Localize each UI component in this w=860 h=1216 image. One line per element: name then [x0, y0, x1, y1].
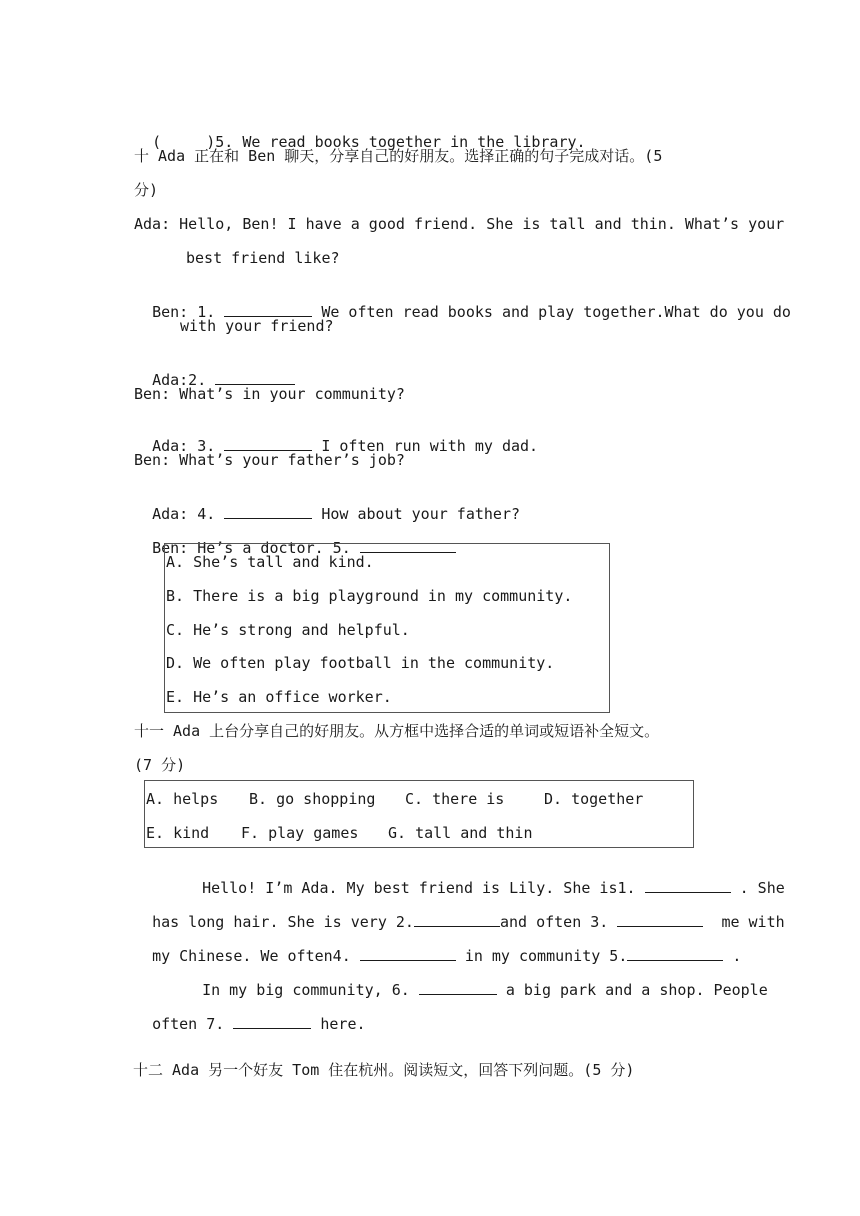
passage-text: has long hair. She is very 2.: [152, 913, 414, 931]
word-a: A. helps: [146, 790, 219, 808]
passage-blank-6[interactable]: [419, 980, 497, 995]
speaker-prefix: Ben: 1.: [152, 303, 216, 321]
speaker-prefix: Ada: 4.: [152, 505, 216, 523]
passage-blank-7[interactable]: [233, 1014, 311, 1029]
option-d: D. We often play football in the community.: [166, 654, 555, 672]
dialog-ada-1-cont: best friend like?: [186, 249, 340, 267]
answer-blank-4[interactable]: [224, 504, 312, 519]
word-b: B. go shopping: [249, 790, 376, 808]
answer-blank-1[interactable]: [224, 302, 312, 317]
item-text: 5. We read books together in the library.: [215, 133, 586, 151]
answer-blank-3[interactable]: [224, 436, 312, 451]
passage-blank-5[interactable]: [627, 946, 723, 961]
section11-heading: 十一 Ada 上台分享自己的好朋友。从方框中选择合适的单词或短语补全短文。: [134, 722, 660, 740]
dialog-ben-2: Ben: What’s in your community?: [134, 385, 405, 403]
option-c: C. He’s strong and helpful.: [166, 621, 410, 639]
section12-heading: 十二 Ada 另一个好友 Tom 住在杭州。阅读短文，回答下列问题。(5 分): [133, 1061, 635, 1079]
section10-heading: 十 Ada 正在和 Ben 聊天，分享自己的好朋友。选择正确的句子完成对话。(5: [134, 147, 663, 165]
dialog-text: I often run with my dad.: [321, 437, 539, 455]
passage-blank-4[interactable]: [360, 946, 456, 961]
speaker-prefix: Ada: 3.: [152, 437, 216, 455]
passage-text: here.: [320, 1015, 366, 1033]
dialog-ben-3: Ben: What’s your father’s job?: [134, 451, 405, 469]
option-e: E. He’s an office worker.: [166, 688, 392, 706]
passage-text: a big park and a shop. People: [505, 981, 768, 999]
passage-text: .: [732, 947, 742, 965]
passage-text: Hello! I’m Ada. My best friend is Lily. She is1.: [202, 879, 636, 897]
passage-text: and often 3.: [499, 913, 609, 931]
passage-text: often 7.: [152, 1015, 225, 1033]
passage-blank-2[interactable]: [414, 912, 500, 927]
passage-text: . She: [739, 879, 785, 897]
speaker-prefix: Ada:2.: [152, 371, 207, 389]
speaker-prefix: Ben: He’s a doctor. 5.: [152, 539, 351, 557]
option-a: A. She’s tall and kind.: [166, 553, 374, 571]
dialog-ada-1: Ada: Hello, Ben! I have a good friend. She is tall and thin. What’s your: [134, 215, 785, 233]
word-c: C. there is: [405, 790, 505, 808]
section11-heading-cont: (7 分): [134, 756, 186, 774]
dialog-text: We often read books and play together.What do you do: [321, 303, 791, 321]
passage-text: my Chinese. We often4.: [152, 947, 351, 965]
passage-text: in my community 5.: [464, 947, 628, 965]
dialog-text: How about your father?: [321, 505, 521, 523]
passage-text: me with: [721, 913, 785, 931]
word-g: G. tall and thin: [388, 824, 533, 842]
section10-heading-cont: 分): [134, 181, 159, 199]
passage-blank-3[interactable]: [617, 912, 703, 927]
word-e: E. kind: [146, 824, 210, 842]
passage-text: In my big community, 6.: [202, 981, 410, 999]
answer-paren: ( ): [152, 133, 216, 151]
answer-blank-2[interactable]: [215, 370, 295, 385]
word-f: F. play games: [241, 824, 359, 842]
passage-blank-1[interactable]: [645, 878, 731, 893]
option-b: B. There is a big playground in my community.: [166, 587, 573, 605]
passage-line-5: [134, 994, 366, 1034]
dialog-ben-1-cont: with your friend?: [180, 317, 334, 335]
word-d: D. together: [544, 790, 644, 808]
